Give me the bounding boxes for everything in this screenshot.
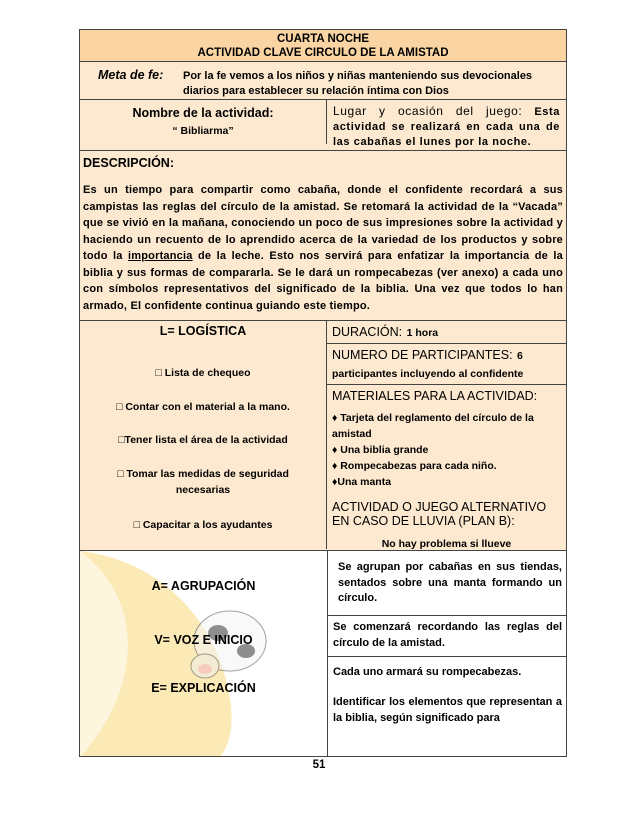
alternative-value: No hay problema si llueve	[381, 538, 512, 550]
grouping-label: A= AGRUPACIÓN	[151, 579, 256, 593]
voice-text: Se comenzará recordando las reglas del círculo de la amistad.	[333, 621, 562, 649]
materials-list	[327, 405, 566, 490]
description-title: DESCRIPCIÓN:	[83, 156, 174, 170]
logistics-details	[327, 321, 566, 550]
participants	[327, 344, 566, 385]
duration	[327, 321, 566, 344]
description-text-1: Es un tiempo para compartir como cabaña, donde el confidente recordará a sus campistas las reglas del círculo de la amistad. Se retomará la actividad de la “Vacada” que se vivió en la mañana, conociendo un poco de sus impresiones sobre la actividad y haciendo un recuento de lo aprendido acerca de la variedad de los productos y sobre todo la	[83, 184, 563, 262]
material-item: ♦ Tarjeta del reglamento del círculo de la amistad	[332, 412, 534, 440]
material-item: ♦ Rompecabezas para cada niño.	[332, 460, 497, 472]
activity-name-row	[79, 100, 567, 151]
checklist-item: □ Tomar las medidas de seguridad	[117, 468, 289, 480]
alternative-label-1: ACTIVIDAD O JUEGO ALTERNATIVO	[332, 500, 547, 514]
faith-goal-label: Meta de fe:	[98, 68, 164, 82]
participants-value: 6	[517, 350, 523, 362]
checklist-item: necesarias	[175, 484, 231, 496]
material-item: ♦ Una biblia grande	[332, 444, 429, 456]
activity-title: ACTIVIDAD CLAVE CIRCULO DE LA AMISTAD	[197, 47, 449, 59]
materials-label: MATERIALES PARA LA ACTIVIDAD:	[332, 389, 538, 403]
checklist-item: □ Lista de chequeo	[155, 367, 251, 379]
activity-place-label: Lugar y ocasión del juego:	[333, 104, 523, 118]
activity-header	[79, 29, 567, 62]
explanation-text-1: Cada uno armará su rompecabezas.	[333, 666, 522, 678]
ave-section	[79, 551, 567, 757]
explanation-label: E= EXPLICACIÓN	[151, 681, 256, 695]
logistics-cell	[80, 321, 327, 549]
description-text-2: de la leche. Esto nos servirá para enfatizar la importancia de la biblia y sus formas de compararla. Se le dará un rompecabezas (ver anexo) a cada uno con símbolos representativos del significado de la biblia. Una vez que todos lo han armado, El confidente continua guiando este tiempo.	[83, 250, 563, 312]
participants-label: NUMERO DE PARTICIPANTES:	[332, 348, 513, 362]
material-item: ♦Una manta	[332, 476, 392, 488]
checklist-item: □Tener lista el área de la actividad	[118, 434, 288, 446]
page-number: 51	[312, 759, 326, 771]
faith-goal-line-2: diarios para establecer su relación íntima con Dios	[183, 85, 449, 97]
activity-place-value-2: actividad se realizará en cada una de las cabañas el lunes por la noche.	[333, 121, 560, 148]
explanation-text-2: Identificar los elementos que representan a la biblia, según significado para	[333, 696, 562, 724]
faith-goal-text	[183, 69, 563, 99]
description-underlined: importancia	[128, 250, 193, 262]
checklist-item: □ Contar con el material a la mano.	[116, 401, 290, 413]
duration-label: DURACIÓN:	[332, 325, 403, 339]
night-title: CUARTA NOCHE	[277, 33, 369, 45]
description-section	[79, 151, 567, 321]
logistics-title: L= LOGÍSTICA	[159, 324, 247, 338]
alternative-activity	[327, 490, 566, 550]
activity-place-value-1: Esta	[534, 106, 561, 118]
activity-place-cell	[327, 100, 566, 150]
activity-name-value: “ Bibliarma”	[172, 125, 234, 137]
grouping-text: Se agrupan por cabañas en sus tiendas, sentados sobre una manta formando un círculo.	[338, 561, 562, 604]
voice-label: V= VOZ E INICIO	[154, 633, 253, 647]
faith-goal-line-1: Por la fe vemos a los niños y niñas manteniendo sus devocionales	[183, 70, 533, 82]
duration-value: 1 hora	[406, 327, 439, 339]
activity-page	[79, 29, 567, 757]
participants-note: participantes incluyendo al confidente	[332, 368, 524, 380]
description-body	[83, 182, 563, 314]
logistics-row	[79, 321, 567, 551]
alternative-label-2: EN CASO DE LLUVIA (PLAN B):	[332, 514, 515, 528]
materials-label-row	[327, 385, 566, 405]
activity-name-cell	[80, 100, 327, 144]
activity-name-label: Nombre de la actividad:	[132, 106, 274, 120]
faith-goal	[79, 62, 567, 100]
checklist-item: □ Capacitar a los ayudantes	[133, 519, 273, 531]
